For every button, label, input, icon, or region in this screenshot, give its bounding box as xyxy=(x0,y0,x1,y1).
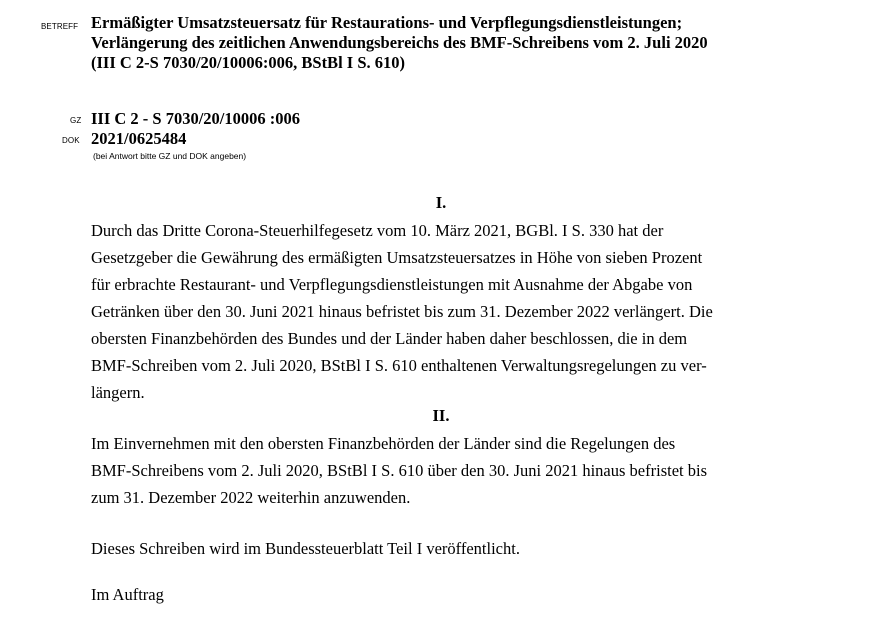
reference-hint: (bei Antwort bitte GZ und DOK angeben) xyxy=(93,151,247,161)
gz-label: GZ xyxy=(70,116,82,125)
paragraph-line: zum 31. Dezember 2022 weiterhin anzuwenden. xyxy=(91,488,411,507)
dok-label: DOK xyxy=(62,136,80,145)
paragraph-line: für erbrachte Restaurant- und Verpflegungsdienstleistungen mit Ausnahme der Abgabe von xyxy=(91,275,693,294)
paragraph-line: längern. xyxy=(91,383,145,402)
betreff-label: BETREFF xyxy=(41,22,79,31)
paragraph-line: Im Einvernehmen mit den obersten Finanzbehörden der Länder sind die Regelungen des xyxy=(91,434,676,453)
paragraph-line: BMF-Schreibens vom 2. Juli 2020, BStBl I S. 610 über den 30. Juni 2021 hinaus befristet bis xyxy=(91,461,707,480)
paragraph-line: Gesetzgeber die Gewährung des ermäßigten Umsatzsteuersatzes in Höhe von sieben Prozent xyxy=(91,248,703,267)
section-1-paragraph xyxy=(91,217,713,406)
paragraph-line: Getränken über den 30. Juni 2021 hinaus befristet bis zum 31. Dezember 2022 verlängert. Die xyxy=(91,302,713,321)
paragraph-line: BMF-Schreiben vom 2. Juli 2020, BStBl I S. 610 enthaltenen Verwaltungsregelungen zu ver- xyxy=(91,356,707,375)
paragraph-line: obersten Finanzbehörden des Bundes und der Länder haben daher beschlossen, die in dem xyxy=(91,329,688,348)
subject-line: (III C 2-S 7030/20/10006:006, BStBl I S. 610) xyxy=(91,53,405,72)
section-heading-2: II. xyxy=(432,406,450,425)
section-2-paragraph xyxy=(91,430,707,511)
publication-note: Dieses Schreiben wird im Bundessteuerblatt Teil I veröffentlicht. xyxy=(91,539,520,558)
subject-line: Verlängerung des zeitlichen Anwendungsbereichs des BMF-Schreibens vom 2. Juli 2020 xyxy=(91,33,708,52)
subject-line: Ermäßigter Umsatzsteuersatz für Restaurations- und Verpflegungsdienstleistungen; xyxy=(91,13,683,32)
section-heading-1: I. xyxy=(435,193,447,212)
gz-value: III C 2 - S 7030/20/10006 :006 xyxy=(91,109,301,128)
paragraph-line: Durch das Dritte Corona-Steuerhilfegesetz vom 10. März 2021, BGBl. I S. 330 hat der xyxy=(91,221,664,240)
subject-block xyxy=(91,13,861,73)
dok-value: 2021/0625484 xyxy=(91,129,187,148)
closing-text: Im Auftrag xyxy=(91,585,164,604)
